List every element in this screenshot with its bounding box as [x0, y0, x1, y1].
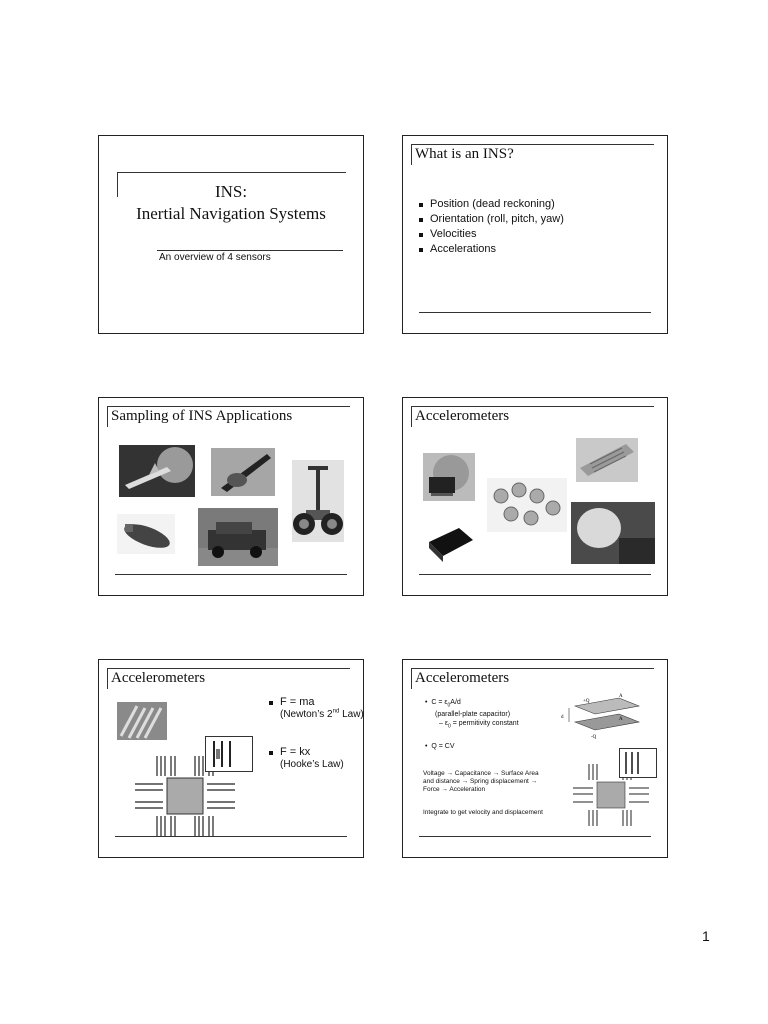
eps-symbol: ε [444, 720, 448, 728]
divider [419, 836, 651, 837]
car-airbag-photo [571, 502, 655, 564]
hooke-note: (Hooke’s Law) [280, 759, 344, 770]
soldier-weapon-photo [211, 448, 275, 496]
slide-heading: What is an INS? [415, 146, 514, 162]
mems-structure-photo [576, 438, 638, 482]
humvee-photo [198, 508, 278, 566]
newton-sup: nd [332, 708, 340, 715]
slide-heading: Accelerometers [415, 408, 510, 424]
slide-ins-applications [98, 397, 364, 596]
cap-eq-b: A/d [450, 699, 461, 706]
list-item: Accelerations [417, 243, 564, 255]
bullet-list [417, 198, 564, 258]
sub-bullet: – [439, 720, 445, 728]
imu-box-photo [425, 516, 477, 564]
list-item [267, 746, 344, 770]
eps-note: = permitivity constant [450, 720, 519, 728]
plate-label-plus-q: +Q [583, 699, 590, 704]
slide-accelerometers-photos [402, 397, 668, 596]
list-item [267, 696, 364, 720]
comb-detail-inset-small [619, 748, 657, 778]
page-number: 1 [702, 928, 710, 944]
comb-detail-inset [205, 736, 253, 772]
cap-eq-note: (parallel-plate capacitor) [435, 711, 511, 719]
slide-accelerometers-forces [98, 659, 364, 858]
torpedo-photo [117, 514, 175, 554]
sensor-packages-photo [487, 478, 567, 532]
charge-equation: Q = CV [431, 742, 455, 750]
slide-title [98, 135, 364, 334]
plate-label-a-top: A [619, 694, 623, 699]
list-item: Velocities [417, 228, 564, 240]
capacitance-equation-block [425, 698, 519, 751]
integrate-text: Integrate to get velocity and displacement [423, 809, 543, 816]
list-item: Position (dead reckoning) [417, 198, 564, 210]
comb-drive-photo [117, 702, 167, 740]
slide-heading: Accelerometers [415, 670, 510, 686]
plate-label-minus-q: -Q [591, 735, 597, 740]
slide-title-line2: Inertial Navigation Systems [136, 204, 326, 223]
divider [419, 574, 651, 575]
divider [419, 312, 651, 313]
cap-eq-sub: 0 [447, 702, 451, 709]
list-item: Orientation (roll, pitch, yaw) [417, 213, 564, 225]
eps-sub: 0 [447, 723, 451, 730]
cap-eq-a: C = ε [431, 699, 448, 706]
missile-moon-photo [119, 445, 195, 497]
slide-heading: Accelerometers [111, 670, 206, 686]
chip-on-coin-photo [423, 453, 475, 501]
divider [157, 250, 343, 251]
force-bullets [267, 696, 364, 723]
bullet-dot: • [425, 742, 432, 750]
plate-label-d: d [561, 715, 564, 720]
slide-title-line1: INS: [214, 182, 248, 201]
parallel-plate-diagram [555, 692, 645, 744]
slide-what-is-ins [402, 135, 668, 334]
divider [115, 574, 347, 575]
hooke-bullets [267, 746, 344, 773]
segway-photo [292, 460, 344, 542]
slide-accelerometers-capacitance [402, 659, 668, 858]
slide-subtitle: An overview of 4 sensors [159, 252, 271, 263]
newton-equation: F = ma [280, 696, 315, 708]
slide-heading: Sampling of INS Applications [111, 408, 293, 424]
hooke-equation: F = kx [280, 746, 311, 758]
bullet-dot: • [425, 699, 432, 706]
plate-label-a-mid: A [619, 717, 623, 722]
newton-note: (Newton’s 2 [280, 709, 333, 720]
newton-tail: Law) [339, 709, 364, 720]
divider [115, 836, 347, 837]
signal-chain-text: Voltage → Capacitance → Surface Area and distance → Spring displacement → Force → Acceleration [423, 770, 539, 793]
